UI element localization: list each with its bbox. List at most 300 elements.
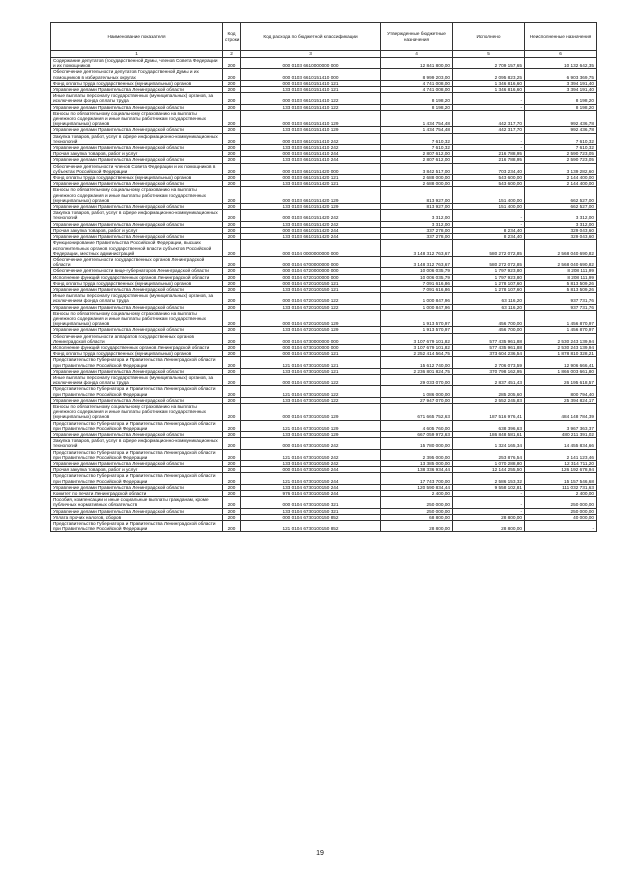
row-code: 200 xyxy=(223,187,241,204)
row-kbk: 000 0104 6730000000 000 xyxy=(241,333,381,344)
row-executed: 2 706 073,59 xyxy=(453,357,525,368)
row-approved: 17 743 700,00 xyxy=(381,473,453,484)
row-name: Управление делами Правительства Ленинградской области xyxy=(51,508,223,514)
row-code: 200 xyxy=(223,280,241,286)
row-executed: - xyxy=(453,221,525,227)
table-row xyxy=(51,461,597,467)
row-unexecuted: 1 456 870,97 xyxy=(525,327,597,333)
row-approved: 3 148 312 763,67 xyxy=(381,256,453,267)
table-row xyxy=(51,357,597,368)
header-name: Наименование показателя xyxy=(51,23,223,51)
table-row xyxy=(51,204,597,210)
row-code: 200 xyxy=(223,227,241,233)
table-row xyxy=(51,344,597,350)
row-executed: 1 324 165,34 xyxy=(453,438,525,449)
row-code: 200 xyxy=(223,467,241,473)
row-executed: 1 278 107,60 xyxy=(453,286,525,292)
row-kbk: 133 0104 6730100150 129 xyxy=(241,432,381,438)
row-unexecuted: 992 436,78 xyxy=(525,127,597,133)
table-row xyxy=(51,403,597,420)
row-code: 200 xyxy=(223,438,241,449)
row-unexecuted: 111 032 731,63 xyxy=(525,484,597,490)
row-unexecuted: 2 144 400,00 xyxy=(525,175,597,181)
row-unexecuted: 329 043,60 xyxy=(525,234,597,240)
row-unexecuted: 8 208 111,99 xyxy=(525,268,597,274)
row-code: 200 xyxy=(223,508,241,514)
row-kbk: 000 0103 6610151420 244 xyxy=(241,227,381,233)
row-unexecuted: 480 211 391,02 xyxy=(525,432,597,438)
table-row xyxy=(51,157,597,163)
table-row xyxy=(51,351,597,357)
row-name: Взносы по обязательному социальному страхованию на выплаты денежного содержания и иные выплаты работникам государственных (муниципальных) органов xyxy=(51,310,223,327)
row-code: 200 xyxy=(223,403,241,420)
row-name: Управление делами Правительства Ленинградской области xyxy=(51,234,223,240)
row-unexecuted: 2 590 723,05 xyxy=(525,157,597,163)
row-name: Обеспечение деятельности государственных органов Ленинградской области xyxy=(51,256,223,267)
row-name: Комитет по печати Ленинградской области xyxy=(51,491,223,497)
row-name: Фонд оплаты труда государственных (муниципальных) органов xyxy=(51,175,223,181)
row-approved: 4 605 760,00 xyxy=(381,420,453,431)
row-unexecuted: 2 568 040 690,82 xyxy=(525,240,597,257)
row-code: 200 xyxy=(223,80,241,86)
row-executed: 577 435 961,88 xyxy=(453,344,525,350)
row-code: 200 xyxy=(223,449,241,460)
row-name: Представительство Губернатора и Правительства Ленинградской области при Правительстве Российской Федерации xyxy=(51,420,223,431)
row-executed: 28 800,00 xyxy=(453,521,525,532)
row-executed: 1 797 923,80 xyxy=(453,268,525,274)
row-kbk: 121 0104 6730100150 852 xyxy=(241,521,381,532)
row-kbk: 133 0104 6730100150 121 xyxy=(241,368,381,374)
row-code: 200 xyxy=(223,133,241,144)
row-approved: 2 807 612,00 xyxy=(381,157,453,163)
row-code: 200 xyxy=(223,157,241,163)
row-unexecuted: 5 813 509,26 xyxy=(525,280,597,286)
row-approved: 4 741 008,00 xyxy=(381,87,453,93)
row-kbk: 000 0104 6720100150 122 xyxy=(241,293,381,304)
row-name: Управление делами Правительства Ленинградской области xyxy=(51,397,223,403)
row-kbk: 000 0103 6610151420 000 xyxy=(241,163,381,174)
row-executed: 216 788,95 xyxy=(453,151,525,157)
row-approved: 813 927,00 xyxy=(381,187,453,204)
row-kbk: 133 0104 6730100150 122 xyxy=(241,397,381,403)
row-approved: 2 688 000,00 xyxy=(381,181,453,187)
row-code: 200 xyxy=(223,333,241,344)
table-row xyxy=(51,333,597,344)
row-executed: 253 876,54 xyxy=(453,449,525,460)
row-kbk: 133 0103 6610151420 242 xyxy=(241,221,381,227)
table-row xyxy=(51,133,597,144)
row-name: Содержание депутатов (государственной Думы, членов Совета Федерации и их помощников xyxy=(51,58,223,69)
row-name: Управление делами Правительства Ленинградской области xyxy=(51,181,223,187)
row-approved: 2 400,00 xyxy=(381,491,453,497)
row-kbk: 133 0103 6610151410 121 xyxy=(241,87,381,93)
row-kbk: 121 0104 6730100150 242 xyxy=(241,449,381,460)
row-name: Взносы по обязательному социальному страхованию на выплаты денежного содержания и иные выплаты работникам государственных (муниципальных) органов xyxy=(51,403,223,420)
row-executed: - xyxy=(453,104,525,110)
row-name: Закупка товаров, работ, услуг в сфере информационно-коммуникационных технологий xyxy=(51,133,223,144)
row-kbk: 000 0103 6610151410 121 xyxy=(241,80,381,86)
table-row xyxy=(51,521,597,532)
column-number: 4 xyxy=(381,51,453,58)
row-code: 200 xyxy=(223,110,241,127)
table-row xyxy=(51,286,597,292)
row-code: 200 xyxy=(223,69,241,80)
row-kbk: 133 0103 6610151420 129 xyxy=(241,204,381,210)
row-approved: 4 741 008,00 xyxy=(381,80,453,86)
row-executed: 1 346 816,60 xyxy=(453,87,525,93)
row-approved: 3 312,00 xyxy=(381,221,453,227)
row-unexecuted: 3 312,00 xyxy=(525,221,597,227)
table-row xyxy=(51,234,597,240)
row-unexecuted: 8 198,20 xyxy=(525,93,597,104)
row-executed: - xyxy=(453,93,525,104)
row-name: Взносы по обязательному социальному страхованию на выплаты денежного содержания и иные выплаты работникам государственных (муниципальных) органов xyxy=(51,110,223,127)
row-unexecuted: 10 132 642,35 xyxy=(525,58,597,69)
row-approved: 1 086 000,00 xyxy=(381,386,453,397)
row-name: Представительство Губернатора и Правительства Ленинградской области при Правительстве Российской Федерации xyxy=(51,449,223,460)
row-kbk: 000 0104 0000000000 000 xyxy=(241,240,381,257)
row-approved: 1 434 754,48 xyxy=(381,110,453,127)
row-name: Управление делами Правительства Ленинградской области xyxy=(51,87,223,93)
budget-report-page xyxy=(50,22,596,532)
row-name: Функционирование Правительства Российской Федерации, высших исполнительных органов государственной власти субъектов Российской Федерации, местных администраций xyxy=(51,240,223,257)
table-row xyxy=(51,310,597,327)
row-kbk: 000 0104 6730100150 129 xyxy=(241,403,381,420)
row-executed: - xyxy=(453,497,525,508)
table-row xyxy=(51,274,597,280)
table-row xyxy=(51,386,597,397)
table-row xyxy=(51,256,597,267)
row-executed: 543 600,00 xyxy=(453,175,525,181)
row-kbk: 121 0104 6730100150 122 xyxy=(241,386,381,397)
table-row xyxy=(51,397,597,403)
row-kbk: 000 0103 6610151410 000 xyxy=(241,69,381,80)
column-number-row xyxy=(51,51,597,58)
row-kbk: 133 0103 6610151410 242 xyxy=(241,145,381,151)
row-code: 200 xyxy=(223,240,241,257)
row-executed: 703 234,40 xyxy=(453,163,525,174)
row-name: Фонд оплаты труда государственных (муниципальных) органов xyxy=(51,80,223,86)
row-unexecuted: 1 878 810 328,21 xyxy=(525,351,597,357)
table-row xyxy=(51,438,597,449)
row-kbk: 976 0104 6730100150 244 xyxy=(241,491,381,497)
row-name: Исполнение функций государственных органов Ленинградской области xyxy=(51,344,223,350)
row-name: Представительство Губернатора и Правительства Ленинградской области при Правительстве Российской Федерации xyxy=(51,386,223,397)
row-kbk: 133 0104 6730100150 244 xyxy=(241,484,381,490)
row-executed: 12 144 255,50 xyxy=(453,467,525,473)
table-row xyxy=(51,368,597,374)
row-executed: 9 558 102,81 xyxy=(453,484,525,490)
row-unexecuted: 662 527,00 xyxy=(525,187,597,204)
row-executed: - xyxy=(453,210,525,221)
row-kbk: 000 0104 6730100150 242 xyxy=(241,438,381,449)
row-approved: 1 913 570,97 xyxy=(381,310,453,327)
row-kbk: 000 0104 6730100000 000 xyxy=(241,344,381,350)
row-name: Управление делами Правительства Ленинградской области xyxy=(51,368,223,374)
row-executed: 63 116,20 xyxy=(453,304,525,310)
row-executed: 442 317,70 xyxy=(453,127,525,133)
row-unexecuted: 2 530 243 139,94 xyxy=(525,333,597,344)
row-name: Управление делами Правительства Ленинградской области xyxy=(51,104,223,110)
row-approved: 337 278,00 xyxy=(381,227,453,233)
table-row xyxy=(51,110,597,127)
row-unexecuted: 3 967 363,37 xyxy=(525,420,597,431)
row-name: Обеспечение деятельности членов Совета Федерации и их помощников в субъектах Российской Федерации xyxy=(51,163,223,174)
row-name: Фонд оплаты труда государственных (муниципальных) органов xyxy=(51,280,223,286)
row-code: 200 xyxy=(223,514,241,520)
row-executed: 186 848 581,61 xyxy=(453,432,525,438)
row-code: 200 xyxy=(223,87,241,93)
table-row xyxy=(51,151,597,157)
table-row xyxy=(51,293,597,304)
row-unexecuted: 6 903 369,75 xyxy=(525,69,597,80)
row-approved: 29 033 070,00 xyxy=(381,374,453,385)
row-approved: 15 780 000,00 xyxy=(381,438,453,449)
row-unexecuted: 329 043,60 xyxy=(525,227,597,233)
row-name: Представительство Губернатора и Правительства Ленинградской области при Правительстве Российской Федерации xyxy=(51,521,223,532)
row-unexecuted: 3 139 282,60 xyxy=(525,163,597,174)
row-approved: 10 006 035,79 xyxy=(381,268,453,274)
row-unexecuted: 3 312,00 xyxy=(525,210,597,221)
row-code: 200 xyxy=(223,93,241,104)
table-row xyxy=(51,473,597,484)
row-kbk: 000 0103 6610151410 244 xyxy=(241,151,381,157)
row-executed: - xyxy=(453,508,525,514)
row-executed: 638 396,63 xyxy=(453,420,525,431)
row-executed: 285 205,60 xyxy=(453,386,525,397)
row-unexecuted: 662 527,00 xyxy=(525,204,597,210)
table-row xyxy=(51,420,597,431)
row-unexecuted: 12 906 666,41 xyxy=(525,357,597,368)
row-approved: 2 807 612,00 xyxy=(381,151,453,157)
row-approved: 12 841 800,00 xyxy=(381,58,453,69)
row-unexecuted: 8 208 111,99 xyxy=(525,274,597,280)
row-executed: 370 798 162,95 xyxy=(453,368,525,374)
row-unexecuted: 7 610,32 xyxy=(525,145,597,151)
row-approved: 3 107 679 101,82 xyxy=(381,333,453,344)
row-code: 200 xyxy=(223,368,241,374)
row-kbk: 133 0103 6610151420 121 xyxy=(241,181,381,187)
row-name: Управление делами Правительства Ленинградской области xyxy=(51,327,223,333)
row-executed: 543 600,00 xyxy=(453,181,525,187)
row-approved: 10 006 035,79 xyxy=(381,274,453,280)
row-code: 200 xyxy=(223,497,241,508)
row-approved: 1 000 847,96 xyxy=(381,293,453,304)
row-unexecuted: 937 731,76 xyxy=(525,304,597,310)
row-executed: - xyxy=(453,133,525,144)
row-name: Обеспечение деятельности вице-губернаторов Ленинградской области xyxy=(51,268,223,274)
row-name: Прочая закупка товаров, работ и услуг xyxy=(51,151,223,157)
row-code: 200 xyxy=(223,234,241,240)
row-unexecuted: 3 394 191,40 xyxy=(525,80,597,86)
row-kbk: 000 0104 6730100150 321 xyxy=(241,497,381,508)
row-name: Управление делами Правительства Ленинградской области xyxy=(51,304,223,310)
row-executed: 28 800,00 xyxy=(453,514,525,520)
header-approved: Утвержденные бюджетные назначения xyxy=(381,23,453,51)
row-name: Иные выплаты персоналу государственных (муниципальных) органов, за исключением фонда оплаты труда xyxy=(51,293,223,304)
header-code: Код строки xyxy=(223,23,241,51)
row-kbk: 121 0104 6730100150 129 xyxy=(241,420,381,431)
row-name: Обеспечение деятельности депутатов Государственной Думы и их помощников в избирательных округах xyxy=(51,69,223,80)
row-approved: 2 236 801 824,75 xyxy=(381,368,453,374)
row-name: Управление делами Правительства Ленинградской области xyxy=(51,461,223,467)
row-name: Управление делами Правительства Ленинградской области xyxy=(51,484,223,490)
row-kbk: 133 0104 6720100150 121 xyxy=(241,286,381,292)
row-name: Прочая закупка товаров, работ и услуг xyxy=(51,227,223,233)
table-row xyxy=(51,467,597,473)
row-approved: 2 252 414 564,75 xyxy=(381,351,453,357)
row-approved: 28 800,00 xyxy=(381,521,453,532)
header-unexecuted: Неисполненные назначения xyxy=(525,23,597,51)
row-approved: 7 610,32 xyxy=(381,145,453,151)
table-row xyxy=(51,280,597,286)
row-kbk: 000 0103 6610151420 121 xyxy=(241,175,381,181)
row-approved: 337 278,00 xyxy=(381,234,453,240)
row-unexecuted: 484 148 784,39 xyxy=(525,403,597,420)
row-code: 200 xyxy=(223,374,241,385)
table-header xyxy=(51,23,597,58)
row-kbk: 000 0104 6720100150 121 xyxy=(241,280,381,286)
row-kbk: 133 0104 6730100150 242 xyxy=(241,461,381,467)
column-number: 3 xyxy=(241,51,381,58)
row-approved: 250 000,00 xyxy=(381,497,453,508)
table-row xyxy=(51,87,597,93)
table-row xyxy=(51,484,597,490)
row-kbk: 000 0103 6610151410 242 xyxy=(241,133,381,144)
row-name: Пособия, компенсации и иные социальные выплаты гражданам, кроме публичных нормативных обязательств xyxy=(51,497,223,508)
row-unexecuted: 2 141 123,46 xyxy=(525,449,597,460)
row-approved: 8 999 203,00 xyxy=(381,69,453,80)
row-approved: 68 800,00 xyxy=(381,514,453,520)
row-unexecuted: 2 400,00 xyxy=(525,491,597,497)
row-code: 200 xyxy=(223,420,241,431)
row-kbk: 121 0104 6730100150 121 xyxy=(241,357,381,368)
row-executed: 577 435 961,88 xyxy=(453,333,525,344)
row-executed: 151 400,00 xyxy=(453,204,525,210)
table-row xyxy=(51,127,597,133)
budget-execution-table xyxy=(50,22,597,532)
row-approved: 3 107 679 101,82 xyxy=(381,344,453,350)
row-unexecuted: 25 394 824,17 xyxy=(525,397,597,403)
row-code: 200 xyxy=(223,145,241,151)
row-name: Иные выплаты персоналу государственных (муниципальных) органов, за исключением фонда оплаты труда xyxy=(51,374,223,385)
column-number: 1 xyxy=(51,51,223,58)
row-name: Иные выплаты персоналу государственных (муниципальных) органов, за исключением фонда оплаты труда xyxy=(51,93,223,104)
row-unexecuted: 250 000,00 xyxy=(525,508,597,514)
row-approved: 7 091 616,86 xyxy=(381,280,453,286)
row-unexecuted: 1 866 003 661,80 xyxy=(525,368,597,374)
row-kbk: 000 0104 6720000000 000 xyxy=(241,268,381,274)
row-code: 200 xyxy=(223,357,241,368)
row-code: 200 xyxy=(223,351,241,357)
row-kbk: 000 0103 6610000000 000 xyxy=(241,58,381,69)
table-row xyxy=(51,69,597,80)
row-name: Управление делами Правительства Ленинградской области xyxy=(51,221,223,227)
table-row xyxy=(51,58,597,69)
row-kbk: 133 0104 6720100150 129 xyxy=(241,327,381,333)
row-approved: 1 434 754,48 xyxy=(381,127,453,133)
row-kbk: 133 0104 6730100150 321 xyxy=(241,508,381,514)
table-row xyxy=(51,449,597,460)
row-code: 200 xyxy=(223,221,241,227)
row-name: Управление делами Правительства Ленинградской области xyxy=(51,145,223,151)
row-unexecuted: 8 198,20 xyxy=(525,104,597,110)
row-name: Представительство Губернатора и Правительства Ленинградской области при Правительстве Российской Федерации xyxy=(51,473,223,484)
row-kbk: 000 0104 6730100150 852 xyxy=(241,514,381,520)
row-approved: 3 148 312 763,67 xyxy=(381,240,453,257)
row-unexecuted: 937 731,76 xyxy=(525,293,597,304)
row-name: Обеспечение деятельности аппаратов государственных органов Ленинградской области xyxy=(51,333,223,344)
row-approved: 2 688 000,00 xyxy=(381,175,453,181)
row-executed: 1 070 288,80 xyxy=(453,461,525,467)
row-code: 200 xyxy=(223,521,241,532)
row-code: 200 xyxy=(223,268,241,274)
row-code: 200 xyxy=(223,256,241,267)
row-unexecuted: 26 195 618,57 xyxy=(525,374,597,385)
row-unexecuted: 15 157 546,68 xyxy=(525,473,597,484)
row-code: 200 xyxy=(223,204,241,210)
row-code: 200 xyxy=(223,473,241,484)
row-kbk: 133 0104 6720100150 122 xyxy=(241,304,381,310)
row-unexecuted: 40 000,00 xyxy=(525,514,597,520)
row-code: 200 xyxy=(223,210,241,221)
row-executed: 2 586 153,32 xyxy=(453,473,525,484)
row-executed: 63 116,20 xyxy=(453,293,525,304)
row-code: 200 xyxy=(223,293,241,304)
header-executed: Исполнено xyxy=(453,23,525,51)
row-executed: 442 317,70 xyxy=(453,110,525,127)
row-name: Закупка товаров, работ, услуг в сфере информационно-коммуникационных технологий xyxy=(51,210,223,221)
row-executed: 373 604 236,54 xyxy=(453,351,525,357)
row-kbk: 133 0103 6610151410 244 xyxy=(241,157,381,163)
row-approved: 3 312,00 xyxy=(381,210,453,221)
row-kbk: 000 0104 6720100000 000 xyxy=(241,274,381,280)
row-code: 200 xyxy=(223,163,241,174)
row-name: Взносы по обязательному социальному страхованию на выплаты денежного содержания и иные выплаты работникам государственных (муниципальных) органов xyxy=(51,187,223,204)
table-row xyxy=(51,304,597,310)
row-unexecuted: 126 192 678,94 xyxy=(525,467,597,473)
column-number: 5 xyxy=(453,51,525,58)
row-executed: 1 278 107,60 xyxy=(453,280,525,286)
row-unexecuted: 14 455 834,66 xyxy=(525,438,597,449)
row-executed: 8 234,40 xyxy=(453,234,525,240)
row-kbk: 133 0103 6610151410 129 xyxy=(241,127,381,133)
table-body xyxy=(51,58,597,532)
row-unexecuted: 2 590 723,05 xyxy=(525,151,597,157)
table-row xyxy=(51,187,597,204)
table-row xyxy=(51,181,597,187)
column-number: 2 xyxy=(223,51,241,58)
row-code: 200 xyxy=(223,484,241,490)
table-row xyxy=(51,227,597,233)
row-unexecuted: 2 568 040 690,82 xyxy=(525,256,597,267)
row-approved: 8 198,20 xyxy=(381,104,453,110)
row-unexecuted: 992 436,78 xyxy=(525,110,597,127)
table-row xyxy=(51,432,597,438)
row-approved: 1 000 847,96 xyxy=(381,304,453,310)
header-kbk: Код расхода по бюджетной классификации xyxy=(241,23,381,51)
row-code: 200 xyxy=(223,274,241,280)
row-name: Фонд оплаты труда государственных (муниципальных) органов xyxy=(51,351,223,357)
row-kbk: 000 0104 6730100150 244 xyxy=(241,467,381,473)
table-row xyxy=(51,80,597,86)
row-executed: 2 552 245,83 xyxy=(453,397,525,403)
row-approved: 3 842 517,00 xyxy=(381,163,453,174)
row-unexecuted: 3 394 191,40 xyxy=(525,87,597,93)
row-executed: 216 788,95 xyxy=(453,157,525,163)
row-code: 200 xyxy=(223,344,241,350)
row-unexecuted: 1 456 870,97 xyxy=(525,310,597,327)
